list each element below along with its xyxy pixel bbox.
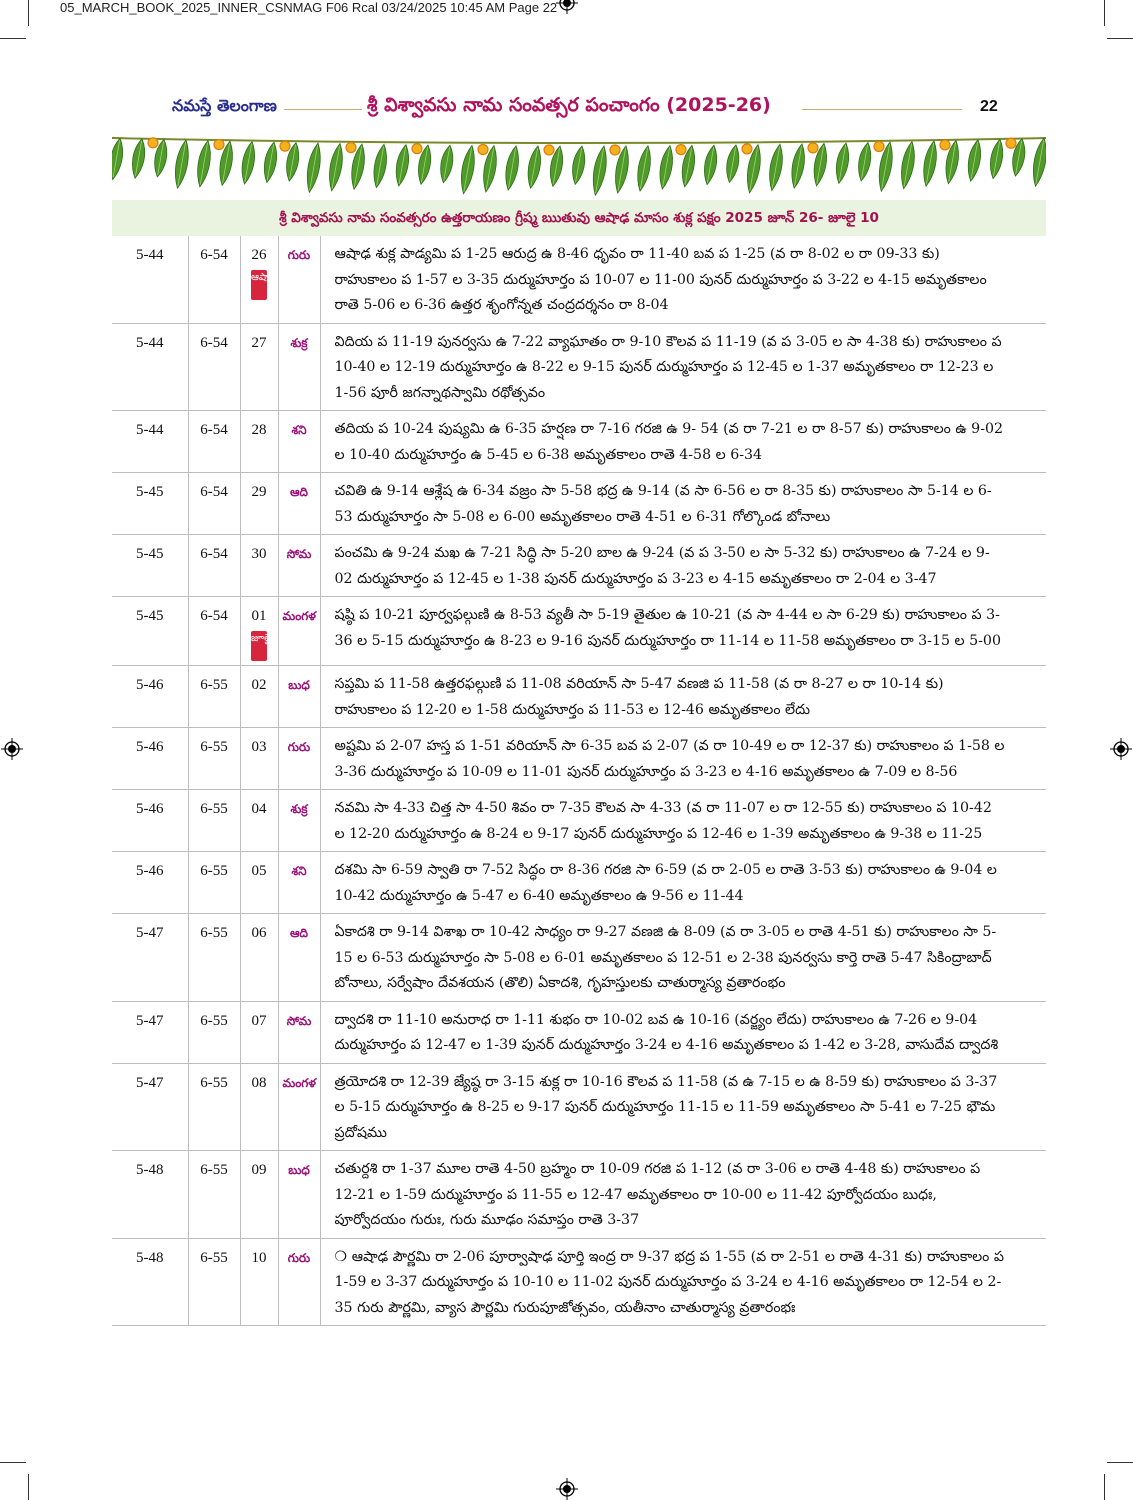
table-row — [112, 790, 1046, 852]
sunrise-cell: 5-46 — [112, 790, 188, 852]
table-row — [112, 535, 1046, 597]
details-cell: చతుర్దశి రా 1-37 మూల రాతె 4-50 బ్రహ్మం రా 10-09 గరజి ప 1-12 (వ రా 3-06 ల రాతె 4-48 కు) రాహుకాలం ప 12-21 ల 1-59 దుర్ముహూర్తం ప 11-55 ల 12-47 అమృతకాలం రా 10-00 ల 11-42 పూర్వోదయం బుధః, పూర్వోదయం గురుః, గురు మూఢం సమాప్తం రాతె 3-37 — [320, 1151, 1046, 1239]
sunrise-cell: 5-44 — [112, 323, 188, 411]
sunset-cell: 6-54 — [188, 473, 240, 535]
date-value: 02 — [251, 677, 267, 693]
date-cell — [240, 666, 278, 728]
month-badge: జూలై — [251, 631, 267, 661]
sunrise-cell: 5-45 — [112, 473, 188, 535]
crop-mark — [0, 38, 26, 39]
date-value: 27 — [251, 334, 267, 351]
weekday-cell: శుక్ర — [278, 790, 320, 852]
sunset-cell: 6-55 — [188, 914, 240, 1002]
date-value: 30 — [251, 546, 267, 562]
details-cell: నవమి సా 4-33 చిత్త సా 4-50 శివం రా 7-35 కౌలవ సా 4-33 (వ రా 11-07 ల రా 12-55 కు) రాహుకాలం ప 10-42 ల 12-20 దుర్ముహూర్తం ఉ 8-24 ల 9-17 పునర్ దుర్ముహూర్తం ప 12-46 ల 1-39 అమృతకాలం ఉ 9-38 ల 11-25 — [320, 790, 1046, 852]
sunset-cell: 6-55 — [188, 728, 240, 790]
date-value: 01 — [251, 608, 267, 624]
sunset-cell: 6-55 — [188, 1238, 240, 1326]
date-cell — [240, 597, 278, 666]
date-cell — [240, 411, 278, 473]
page-title: శ్రీ విశ్వావసు నామ సంవత్సర పంచాంగం (2025-26) — [367, 94, 771, 116]
table-row — [112, 236, 1046, 323]
details-cell: అష్టమి ప 2-07 హస్త ప 1-51 వరియాన్ సా 6-35 బవ ప 2-07 (వ రా 10-49 ల రా 12-37 కు) రాహుకాలం ప 1-58 ల 3-36 దుర్ముహూర్తం ప 10-09 ల 11-01 పునర్ దుర్ముహూర్తం ప 3-23 ల 4-16 అమృతకాలం ఉ 7-09 ల 8-56 — [320, 728, 1046, 790]
weekday-cell: శుక్ర — [278, 323, 320, 411]
details-cell: సప్తమి ప 11-58 ఉత్తరఫల్గుణి ప 11-08 వరియాన్ సా 5-47 వణజి ప 11-58 (వ రా 8-27 ల రా 10-14 కు) రాహుకాలం ప 12-20 ల 1-58 దుర్ముహూర్తం ప 11-53 ల 12-46 అమృతకాలం లేదు — [320, 666, 1046, 728]
table-row — [112, 597, 1046, 666]
details-cell: ❍ ఆషాఢ పౌర్ణమి రా 2-06 పూర్వాషాఢ పూర్తి ఇంద్ర రా 9-37 భద్ర ప 1-55 (వ రా 2-51 ల రాతె 4-31 కు) రాహుకాలం ప 1-59 ల 3-37 దుర్ముహూర్తం ప 10-10 ల 11-02 పునర్ దుర్ముహూర్తం ప 3-24 ల 4-16 అమృతకాలం రా 12-54 ల 2-35 గురు పౌర్ణమి, వ్యాస పౌర్ణమి గురుపూజోత్సవం, యతీనాం చాతుర్మాస్య వ్రతారంభః — [320, 1238, 1046, 1326]
sunrise-cell: 5-45 — [112, 535, 188, 597]
section-title: శ్రీ విశ్వావసు నామ సంవత్సరం ఉత్తరాయణం గ్రీష్మ ఋతువు ఆషాఢ మాసం శుక్ల పక్షం 2025 జూన్ 26- జూలై 10 — [279, 210, 879, 226]
weekday-cell: సోమ — [278, 535, 320, 597]
date-value: 26 — [251, 247, 267, 263]
date-cell — [240, 1151, 278, 1239]
weekday-cell: సోమ — [278, 1001, 320, 1063]
date-cell — [240, 852, 278, 914]
date-cell — [240, 1001, 278, 1063]
month-badge: ఆషా — [251, 270, 267, 300]
table-row — [112, 1238, 1046, 1326]
date-cell — [240, 790, 278, 852]
sunrise-cell: 5-44 — [112, 411, 188, 473]
table-row — [112, 411, 1046, 473]
date-value: 08 — [251, 1074, 267, 1091]
sunrise-cell: 5-46 — [112, 728, 188, 790]
weekday-cell: గురు — [278, 236, 320, 323]
crop-mark — [28, 0, 29, 26]
sunrise-cell: 5-46 — [112, 852, 188, 914]
date-value: 05 — [251, 863, 267, 879]
weekday-cell: మంగళ — [278, 1063, 320, 1151]
crop-mark — [1107, 1462, 1133, 1463]
weekday-cell: ఆది — [278, 473, 320, 535]
sunrise-cell: 5-46 — [112, 666, 188, 728]
panchangam-table — [112, 236, 1046, 1326]
sunset-cell: 6-55 — [188, 790, 240, 852]
weekday-cell: గురు — [278, 728, 320, 790]
sunset-cell: 6-55 — [188, 1151, 240, 1239]
page-number: 22 — [980, 98, 998, 115]
details-cell: షష్ఠి ప 10-21 పూర్వఫల్గుణి ఉ 8-53 వ్యతీ సా 5-19 తైతుల ఉ 10-21 (వ సా 4-44 ల సా 6-29 కు) రాహుకాలం ప 3-36 ల 5-15 దుర్ముహూర్తం ఉ 8-23 ల 9-16 పునర్ దుర్ముహూర్తం రా 11-14 ల 11-58 అమృతకాలం రా 3-15 ల 5-00 — [320, 597, 1046, 666]
sunset-cell: 6-55 — [188, 666, 240, 728]
sunset-cell: 6-55 — [188, 1001, 240, 1063]
sunrise-cell: 5-48 — [112, 1238, 188, 1326]
table-row — [112, 323, 1046, 411]
details-cell: ద్వాదశి రా 11-10 అనురాధ రా 1-11 శుభం రా 10-02 బవ ఉ 10-16 (వర్జ్యం లేదు) రాహుకాలం ఉ 7-26 ల 9-04 దుర్ముహూర్తం ప 12-47 ల 1-39 పునర్ దుర్ముహూర్తం 3-24 ల 4-16 అమృతకాలం ప 1-42 ల 3-28, వాసుదేవ ద్వాదశి — [320, 1001, 1046, 1063]
date-cell — [240, 1238, 278, 1326]
sunset-cell: 6-55 — [188, 852, 240, 914]
weekday-cell: శని — [278, 852, 320, 914]
date-value: 09 — [251, 1162, 267, 1178]
details-cell: తదియ ప 10-24 పుష్యమి ఉ 6-35 హర్షణ రా 7-16 గరజి ఉ 9- 54 (వ రా 7-21 ల రా 8-57 కు) రాహుకాలం ఉ 9-02 ల 10-40 దుర్ముహూర్తం ఉ 5-45 ల 6-38 అమృతకాలం రాతె 4-58 ల 6-34 — [320, 411, 1046, 473]
date-cell — [240, 914, 278, 1002]
registration-mark-icon — [1110, 738, 1132, 760]
brand-name: నమస్తే తెలంగాణ — [172, 96, 277, 115]
date-value: 10 — [251, 1249, 267, 1266]
registration-mark-icon — [556, 1478, 578, 1500]
table-row — [112, 1151, 1046, 1239]
details-cell: పంచమి ఉ 9-24 మఖ ఉ 7-21 సిద్ధి సా 5-20 బాల ఉ 9-24 (వ ప 3-50 ల సా 5-32 కు) రాహుకాలం ఉ 7-24 ల 9-02 దుర్ముహూర్తం ప 12-45 ల 1-38 పునర్ దుర్ముహూర్తం ప 3-23 ల 4-15 అమృతకాలం రా 2-04 ల 3-47 — [320, 535, 1046, 597]
sunset-cell: 6-54 — [188, 535, 240, 597]
weekday-cell: మంగళ — [278, 597, 320, 666]
weekday-cell: బుధ — [278, 1151, 320, 1239]
crop-mark — [1104, 1474, 1105, 1500]
crop-mark — [28, 1474, 29, 1500]
details-cell: చవితి ఉ 9-14 ఆశ్లేష ఉ 6-34 వజ్రం సా 5-58 భద్ర ఉ 9-14 (వ సా 6-56 ల రా 8-35 కు) రాహుకాలం సా 5-14 ల 6-53 దుర్ముహూర్తం సా 5-08 ల 6-00 అమృతకాలం రాతె 4-51 ల 6-31 గోల్కొండ బోనాలు — [320, 473, 1046, 535]
sunset-cell: 6-54 — [188, 411, 240, 473]
date-cell — [240, 728, 278, 790]
date-cell — [240, 323, 278, 411]
date-cell — [240, 1063, 278, 1151]
sunrise-cell: 5-47 — [112, 1001, 188, 1063]
weekday-cell: శని — [278, 411, 320, 473]
sunrise-cell: 5-44 — [112, 236, 188, 323]
sunset-cell: 6-54 — [188, 236, 240, 323]
date-cell — [240, 236, 278, 323]
details-cell: ఏకాదశి రా 9-14 విశాఖ రా 10-42 సాధ్యం రా 9-27 వణజి ఉ 8-09 (వ రా 3-05 ల రాతె 4-51 కు) రాహుకాలం సా 5-15 ల 6-53 దుర్ముహూర్తం సా 5-08 ల 6-01 అమృతకాలం ప 12-51 ల 2-38 పునర్వసు కార్తె రాతె 5-47 సికింద్రాబాద్ బోనాలు, సర్వేషాం దేవశయన (తొలి) ఏకాదశి, గృహస్తులకు చాతుర్మాస్య వ్రతారంభం — [320, 914, 1046, 1002]
date-value: 06 — [251, 925, 267, 941]
details-cell: విదియ ప 11-19 పునర్వసు ఉ 7-22 వ్యాఘాతం రా 9-10 కౌలవ ప 11-19 (వ ప 3-05 ల సా 4-38 కు) రాహుకాలం ప 10-40 ల 12-19 దుర్ముహూర్తం ఉ 8-22 ల 9-15 పునర్ దుర్ముహూర్తం ప 12-45 ల 1-37 అమృతకాలం రా 12-23 ల 1-56 పూరీ జగన్నాథస్వామి రథోత్సవం — [320, 323, 1046, 411]
weekday-cell: బుధ — [278, 666, 320, 728]
crop-mark — [1104, 0, 1105, 26]
table-row — [112, 852, 1046, 914]
details-cell: త్రయోదశి రా 12-39 జ్యేష్ఠ రా 3-15 శుక్ల రా 10-16 కౌలవ ప 11-58 (వ ఉ 7-15 ల ఉ 8-59 కు) రాహుకాలం ప 3-37 ల 5-15 దుర్ముహూర్తం ఉ 8-25 ల 9-17 పునర్ దుర్ముహూర్తం 11-15 ల 11-59 అమృతకాలం సా 5-41 ల 7-25 భౌమ ప్రదోషము — [320, 1063, 1046, 1151]
crop-mark — [0, 1462, 26, 1463]
sunrise-cell: 5-48 — [112, 1151, 188, 1239]
sunrise-cell: 5-47 — [112, 1063, 188, 1151]
section-title-band — [112, 200, 1046, 236]
page-header — [112, 96, 1044, 122]
registration-mark-icon — [1, 738, 23, 760]
sunrise-cell: 5-47 — [112, 914, 188, 1002]
date-cell — [240, 535, 278, 597]
date-value: 07 — [251, 1012, 267, 1029]
sunset-cell: 6-54 — [188, 323, 240, 411]
mango-leaf-garland-icon — [112, 126, 1046, 198]
details-cell: ఆషాఢ శుక్ల పాడ్యమి ప 1-25 ఆరుద్ర ఉ 8-46 ధృవం రా 11-40 బవ ప 1-25 (వ రా 8-02 ల రా 09-33 కు) రాహుకాలం ప 1-57 ల 3-35 దుర్ముహూర్తం ప 10-07 ల 11-00 పునర్ దుర్ముహూర్తం ప 3-22 ల 4-15 అమృతకాలం రాతె 5-06 ల 6-36 ఉత్తర శృంగోన్నత చంద్రదర్శనం రా 8-04 — [320, 236, 1046, 323]
date-cell — [240, 473, 278, 535]
table-row — [112, 914, 1046, 1002]
details-cell: దశమి సా 6-59 స్వాతి రా 7-52 సిద్ధం రా 8-36 గరజి సా 6-59 (వ రా 2-05 ల రాతె 3-53 కు) రాహుకాలం ఉ 9-04 ల 10-42 దుర్ముహూర్తం ఉ 5-47 ల 6-40 అమృతకాలం ఉ 9-56 ల 11-44 — [320, 852, 1046, 914]
weekday-cell: గురు — [278, 1238, 320, 1326]
date-value: 28 — [251, 422, 267, 438]
table-row — [112, 1063, 1046, 1151]
date-value: 03 — [251, 739, 267, 755]
table-row — [112, 666, 1046, 728]
crop-mark — [1107, 38, 1133, 39]
table-row — [112, 728, 1046, 790]
registration-mark-icon — [556, 0, 578, 14]
header-divider — [284, 109, 362, 110]
header-divider — [802, 109, 962, 110]
sunset-cell: 6-54 — [188, 597, 240, 666]
date-value: 29 — [251, 484, 267, 500]
table-row — [112, 473, 1046, 535]
table-row — [112, 1001, 1046, 1063]
date-value: 04 — [251, 801, 267, 817]
print-slug: 05_MARCH_BOOK_2025_INNER_CSNMAG F06 Rcal 03/24/2025 10:45 AM Page 22 — [60, 0, 558, 15]
weekday-cell: ఆది — [278, 914, 320, 1002]
sunset-cell: 6-55 — [188, 1063, 240, 1151]
sunrise-cell: 5-45 — [112, 597, 188, 666]
